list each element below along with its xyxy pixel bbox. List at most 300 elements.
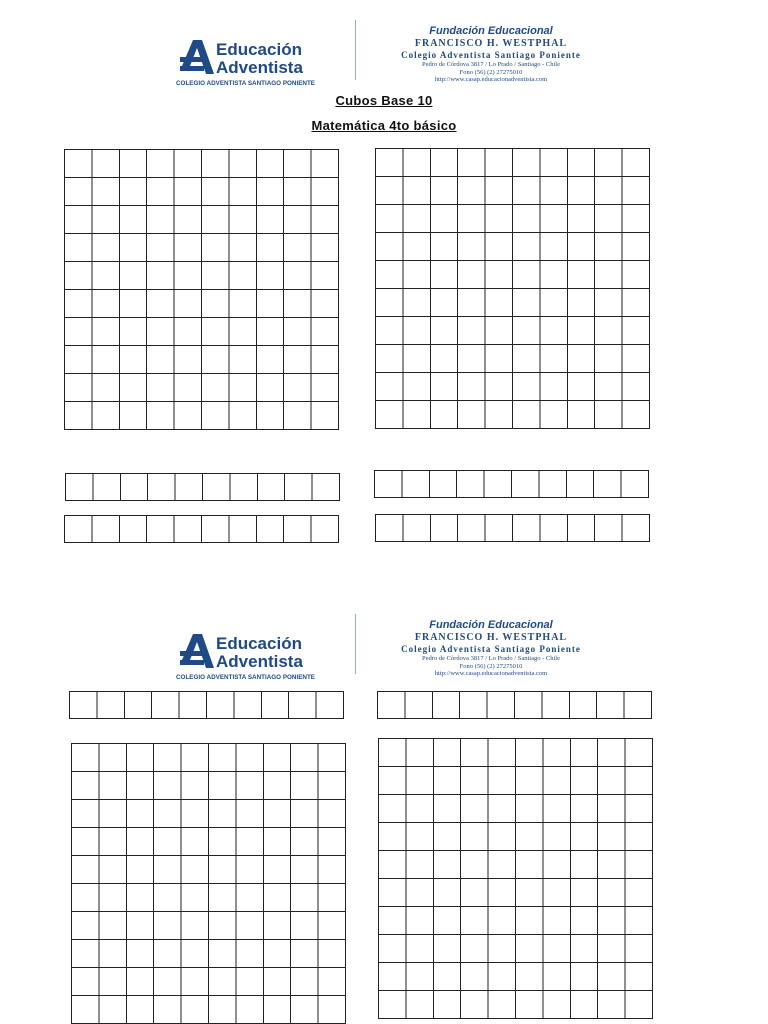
grid-cell xyxy=(202,262,229,290)
grid-cell xyxy=(457,471,484,498)
foundation-address: Pedro de Córdova 3817 / Lo Prado / Santiago - Chile xyxy=(422,61,560,68)
grid-cell xyxy=(598,907,625,935)
grid-cell xyxy=(543,991,570,1019)
grid-cell xyxy=(540,177,567,205)
grid-cell xyxy=(174,206,201,234)
grid-cell xyxy=(540,149,567,177)
grid-cell xyxy=(291,912,318,940)
grid-cell xyxy=(124,692,151,719)
grid-cell xyxy=(318,856,345,884)
grid-cell xyxy=(236,912,263,940)
grid-cell xyxy=(540,401,567,429)
grid-cell xyxy=(154,968,181,996)
grid-cell xyxy=(406,767,433,795)
grid-cell xyxy=(147,150,174,178)
header-divider xyxy=(355,614,356,674)
grid-cell xyxy=(236,940,263,968)
grid-cell xyxy=(181,968,208,996)
grid-cell xyxy=(148,474,175,501)
grid-cell xyxy=(99,968,126,996)
grid-cell xyxy=(625,739,652,767)
grid-cell xyxy=(379,879,406,907)
grid-cell xyxy=(311,150,338,178)
grid-cell xyxy=(567,177,594,205)
grid-cell xyxy=(406,935,433,963)
grid-cell xyxy=(202,234,229,262)
grid-cell xyxy=(513,289,540,317)
grid-cell xyxy=(598,851,625,879)
grid-cell xyxy=(595,205,622,233)
grid-cell xyxy=(406,851,433,879)
grid-cell xyxy=(598,823,625,851)
grid-cell xyxy=(430,177,457,205)
grid-cell xyxy=(567,515,594,542)
grid-cell xyxy=(543,767,570,795)
grid-cell xyxy=(263,800,290,828)
grid-cell xyxy=(147,290,174,318)
grid-cell xyxy=(174,178,201,206)
grid-cell xyxy=(236,800,263,828)
grid-bottom-right xyxy=(378,738,653,1019)
grid-cell xyxy=(209,968,236,996)
grid-cell xyxy=(403,373,430,401)
foundation-block xyxy=(376,26,606,85)
grid-cell xyxy=(516,879,543,907)
grid-cell xyxy=(256,178,283,206)
grid-cell xyxy=(312,474,339,501)
grid-cell xyxy=(622,233,649,261)
foundation-phone: Fono (56) (2) 27275010 xyxy=(459,662,523,670)
grid-cell xyxy=(540,261,567,289)
grid-cell xyxy=(92,262,119,290)
grid-cell xyxy=(181,940,208,968)
grid-cell xyxy=(566,471,593,498)
grid-cell xyxy=(625,767,652,795)
grid-cell xyxy=(119,516,146,543)
grid-cell xyxy=(311,374,338,402)
grid-cell xyxy=(598,767,625,795)
grid-cell xyxy=(263,772,290,800)
grid-cell xyxy=(488,991,515,1019)
grid-cell xyxy=(433,991,460,1019)
grid-cell xyxy=(92,206,119,234)
grid-cell xyxy=(567,149,594,177)
grid-cell xyxy=(543,879,570,907)
grid-cell xyxy=(598,963,625,991)
grid-cell xyxy=(488,963,515,991)
grid-cell xyxy=(202,318,229,346)
grid-cell xyxy=(202,402,229,430)
grid-cell xyxy=(229,516,256,543)
grid-cell xyxy=(485,261,512,289)
grid-cell xyxy=(126,912,153,940)
grid-cell xyxy=(236,884,263,912)
grid-cell xyxy=(376,289,403,317)
grid-top-left xyxy=(64,149,339,430)
grid-cell xyxy=(261,692,288,719)
grid-cell xyxy=(622,261,649,289)
grid-cell xyxy=(92,290,119,318)
grid-cell xyxy=(291,884,318,912)
grid-cell xyxy=(379,963,406,991)
grid-cell xyxy=(256,290,283,318)
grid-cell xyxy=(516,907,543,935)
grid-cell xyxy=(209,940,236,968)
grid-cell xyxy=(598,795,625,823)
grid-cell xyxy=(406,739,433,767)
grid-cell xyxy=(485,373,512,401)
grid-cell xyxy=(433,935,460,963)
grid-cell xyxy=(318,772,345,800)
grid-cell xyxy=(65,402,92,430)
grid-cell xyxy=(625,823,652,851)
grid-cell xyxy=(403,261,430,289)
grid-cell xyxy=(488,907,515,935)
grid-cell xyxy=(540,233,567,261)
grid-cell xyxy=(430,149,457,177)
grid-cell xyxy=(72,968,99,996)
grid-cell xyxy=(119,318,146,346)
grid-cell xyxy=(598,739,625,767)
grid-cell xyxy=(203,474,230,501)
grid-cell xyxy=(202,516,229,543)
grid-cell xyxy=(229,262,256,290)
grid-cell xyxy=(433,907,460,935)
grid-cell xyxy=(126,772,153,800)
grid-cell xyxy=(174,262,201,290)
grid-cell xyxy=(485,205,512,233)
grid-cell xyxy=(379,991,406,1019)
grid-cell xyxy=(513,317,540,345)
grid-cell xyxy=(485,149,512,177)
grid-cell xyxy=(543,851,570,879)
grid-cell xyxy=(458,345,485,373)
grid-cell xyxy=(512,471,539,498)
grid-cell xyxy=(92,150,119,178)
grid-cell xyxy=(598,935,625,963)
foundation-line2: FRANCISCO H. WESTPHAL xyxy=(414,38,568,49)
grid-cell xyxy=(284,374,311,402)
grid-cell xyxy=(311,234,338,262)
grid-cell xyxy=(72,800,99,828)
grid-cell xyxy=(99,856,126,884)
grid-cell xyxy=(202,206,229,234)
logo-line2: Adventista xyxy=(216,652,303,671)
grid-cell xyxy=(181,912,208,940)
foundation-url: http://www.casap.educacionadventista.com xyxy=(434,670,548,677)
grid-cell xyxy=(488,739,515,767)
grid-cell xyxy=(540,317,567,345)
grid-cell xyxy=(485,233,512,261)
grid-cell xyxy=(430,317,457,345)
grid-cell xyxy=(622,149,649,177)
grid-cell xyxy=(154,744,181,772)
grid-cell xyxy=(126,996,153,1024)
grid-cell xyxy=(461,767,488,795)
grid-cell xyxy=(516,739,543,767)
grid-cell xyxy=(284,234,311,262)
grid-cell xyxy=(256,374,283,402)
grid-cell xyxy=(65,318,92,346)
grid-cell xyxy=(595,289,622,317)
grid-cell xyxy=(65,206,92,234)
grid-cell xyxy=(120,474,147,501)
grid-cell xyxy=(458,289,485,317)
grid-cell xyxy=(567,373,594,401)
grid-cell xyxy=(461,879,488,907)
grid-cell xyxy=(229,402,256,430)
grid-cell xyxy=(236,856,263,884)
grid-cell xyxy=(65,234,92,262)
grid-cell xyxy=(119,150,146,178)
grid-cell xyxy=(595,373,622,401)
grid-cell xyxy=(594,471,621,498)
grid-cell xyxy=(570,879,597,907)
grid-cell xyxy=(569,692,596,719)
grid-cell xyxy=(433,767,460,795)
grid-cell xyxy=(256,150,283,178)
grid-cell xyxy=(513,401,540,429)
grid-cell xyxy=(516,851,543,879)
logo-tagline: COLEGIO ADVENTISTA SANTIAGO PONIENTE xyxy=(176,674,316,681)
grid-cell xyxy=(316,692,343,719)
grid-cell xyxy=(284,178,311,206)
grid-cell xyxy=(376,233,403,261)
grid-cell xyxy=(209,828,236,856)
grid-cell xyxy=(570,991,597,1019)
grid-cell xyxy=(430,345,457,373)
grid-cell xyxy=(540,345,567,373)
grid-cell xyxy=(65,178,92,206)
grid-cell xyxy=(174,150,201,178)
grid-cell xyxy=(485,401,512,429)
grid-cell xyxy=(256,346,283,374)
grid-cell xyxy=(621,471,648,498)
grid-cell xyxy=(147,234,174,262)
grid-cell xyxy=(458,177,485,205)
foundation-line3: Colegio Adventista Santiago Poniente xyxy=(401,644,581,654)
grid-cell xyxy=(595,345,622,373)
grid-cell xyxy=(461,739,488,767)
grid-cell xyxy=(318,912,345,940)
grid-cell xyxy=(461,851,488,879)
grid-cell xyxy=(99,772,126,800)
grid-cell xyxy=(154,800,181,828)
grid-cell xyxy=(229,234,256,262)
grid-cell xyxy=(147,262,174,290)
grid-cell xyxy=(209,772,236,800)
grid-cell xyxy=(181,884,208,912)
grid-cell xyxy=(65,290,92,318)
grid-cell xyxy=(257,474,284,501)
foundation-address: Pedro de Córdova 3817 / Lo Prado / Santiago - Chile xyxy=(422,655,560,662)
grid-cell xyxy=(291,996,318,1024)
grid-cell xyxy=(174,290,201,318)
grid-top-right xyxy=(375,148,650,429)
grid-cell xyxy=(154,828,181,856)
grid-cell xyxy=(379,935,406,963)
grid-cell xyxy=(147,516,174,543)
grid-cell xyxy=(406,879,433,907)
grid-cell xyxy=(458,401,485,429)
grid-cell xyxy=(429,471,456,498)
grid-cell xyxy=(311,178,338,206)
grid-cell xyxy=(625,795,652,823)
grid-cell xyxy=(289,692,316,719)
grid-cell xyxy=(430,233,457,261)
grid-cell xyxy=(318,800,345,828)
grid-cell xyxy=(72,912,99,940)
grid-cell xyxy=(433,739,460,767)
grid-cell xyxy=(485,317,512,345)
strip-top-left-1 xyxy=(65,473,340,501)
grid-cell xyxy=(379,823,406,851)
grid-cell xyxy=(540,515,567,542)
grid-cell xyxy=(595,261,622,289)
grid-cell xyxy=(460,692,487,719)
grid-cell xyxy=(126,940,153,968)
grid-cell xyxy=(236,828,263,856)
grid-cell xyxy=(65,262,92,290)
grid-cell xyxy=(598,879,625,907)
grid-cell xyxy=(291,856,318,884)
logo-tagline: COLEGIO ADVENTISTA SANTIAGO PONIENTE xyxy=(176,80,316,87)
grid-cell xyxy=(256,318,283,346)
grid-cell xyxy=(376,317,403,345)
grid-cell xyxy=(256,516,283,543)
grid-cell xyxy=(622,205,649,233)
grid-cell xyxy=(229,374,256,402)
grid-cell xyxy=(458,373,485,401)
grid-cell xyxy=(65,516,92,543)
grid-cell xyxy=(72,996,99,1024)
grid-cell xyxy=(92,374,119,402)
grid-cell xyxy=(433,823,460,851)
grid-cell xyxy=(485,345,512,373)
grid-cell xyxy=(543,823,570,851)
grid-cell xyxy=(154,856,181,884)
grid-cell xyxy=(516,795,543,823)
grid-cell xyxy=(318,996,345,1024)
grid-cell xyxy=(119,234,146,262)
grid-cell xyxy=(543,795,570,823)
grid-cell xyxy=(263,968,290,996)
grid-cell xyxy=(403,177,430,205)
grid-cell xyxy=(376,345,403,373)
grid-cell xyxy=(488,851,515,879)
grid-cell xyxy=(516,823,543,851)
page-title: Cubos Base 10 xyxy=(335,93,433,108)
grid-cell xyxy=(461,907,488,935)
grid-cell xyxy=(229,346,256,374)
grid-cell xyxy=(311,318,338,346)
grid-cell xyxy=(485,515,512,542)
page-subtitle: Matemática 4to básico xyxy=(311,118,457,133)
header-bottom xyxy=(0,612,768,682)
grid-cell xyxy=(256,206,283,234)
grid-cell xyxy=(99,912,126,940)
grid-cell xyxy=(236,744,263,772)
grid-cell xyxy=(570,907,597,935)
grid-cell xyxy=(403,289,430,317)
grid-cell xyxy=(311,290,338,318)
grid-cell xyxy=(458,515,485,542)
grid-cell xyxy=(597,692,624,719)
grid-cell xyxy=(567,233,594,261)
logo-line1: Educación xyxy=(216,634,302,653)
grid-cell xyxy=(403,205,430,233)
grid-cell xyxy=(458,233,485,261)
grid-cell xyxy=(72,772,99,800)
grid-cell xyxy=(230,474,257,501)
grid-cell xyxy=(229,206,256,234)
grid-cell xyxy=(406,823,433,851)
grid-cell xyxy=(318,744,345,772)
grid-cell xyxy=(432,692,459,719)
grid-cell xyxy=(284,346,311,374)
grid-cell xyxy=(126,884,153,912)
grid-cell xyxy=(542,692,569,719)
grid-cell xyxy=(513,205,540,233)
grid-cell xyxy=(97,692,124,719)
grid-cell xyxy=(291,744,318,772)
grid-cell xyxy=(430,373,457,401)
grid-cell xyxy=(291,968,318,996)
grid-cell xyxy=(513,515,540,542)
grid-cell xyxy=(209,744,236,772)
grid-cell xyxy=(403,401,430,429)
grid-cell xyxy=(291,940,318,968)
logo-line2: Adventista xyxy=(216,58,303,77)
grid-cell xyxy=(625,991,652,1019)
grid-cell xyxy=(595,177,622,205)
grid-cell xyxy=(311,262,338,290)
grid-cell xyxy=(311,346,338,374)
grid-cell xyxy=(379,739,406,767)
grid-cell xyxy=(622,177,649,205)
grid-cell xyxy=(513,261,540,289)
grid-cell xyxy=(284,516,311,543)
grid-cell xyxy=(263,912,290,940)
grid-cell xyxy=(175,474,202,501)
grid-cell xyxy=(126,800,153,828)
grid-cell xyxy=(461,795,488,823)
logo xyxy=(176,38,346,90)
grid-cell xyxy=(119,206,146,234)
grid-cell xyxy=(376,149,403,177)
grid-cell xyxy=(570,935,597,963)
grid-cell xyxy=(284,206,311,234)
grid-cell xyxy=(65,346,92,374)
grid-cell xyxy=(513,149,540,177)
grid-cell xyxy=(263,744,290,772)
grid-cell xyxy=(229,150,256,178)
grid-cell xyxy=(540,205,567,233)
grid-cell xyxy=(256,402,283,430)
grid-cell xyxy=(154,912,181,940)
grid-cell xyxy=(625,851,652,879)
grid-cell xyxy=(126,828,153,856)
grid-cell xyxy=(516,991,543,1019)
grid-cell xyxy=(263,884,290,912)
grid-cell xyxy=(543,907,570,935)
grid-cell xyxy=(433,795,460,823)
grid-cell xyxy=(284,290,311,318)
grid-cell xyxy=(567,289,594,317)
grid-cell xyxy=(622,401,649,429)
grid-cell xyxy=(154,940,181,968)
grid-cell xyxy=(99,800,126,828)
